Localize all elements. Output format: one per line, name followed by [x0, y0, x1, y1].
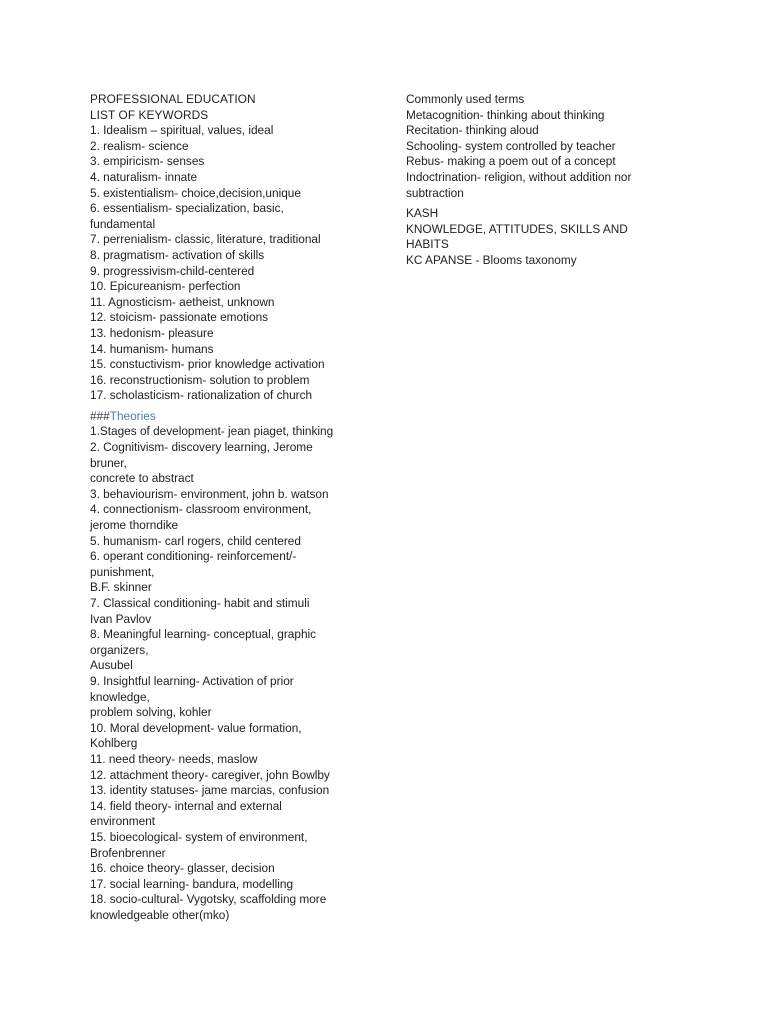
- theory-line: environment: [90, 814, 156, 829]
- theory-line: 5. humanism- carl rogers, child centered: [90, 533, 301, 548]
- term-line: Recitation- thinking aloud: [406, 123, 539, 138]
- theory-line: 14. field theory- internal and external: [90, 798, 282, 813]
- theory-line: 2. Cognitivism- discovery learning, Jerome: [90, 440, 313, 455]
- theory-line: 3. behaviourism- environment, john b. watson: [90, 486, 329, 501]
- theory-line: bruner,: [90, 455, 127, 470]
- theory-line: Ivan Pavlov: [90, 611, 152, 626]
- theory-line: problem solving, kohler: [90, 705, 212, 720]
- theories-heading: [90, 409, 364, 425]
- theory-line: 16. choice theory- glasser, decision: [90, 861, 275, 876]
- keyword-line: 16. reconstructionism- solution to problem: [90, 372, 310, 387]
- term-line: Indoctrination- religion, without addition nor: [406, 169, 632, 184]
- theory-line: knowledge,: [90, 689, 150, 704]
- keyword-line: 7. perrenialism- classic, literature, traditional: [90, 232, 321, 247]
- kash-line: KNOWLEDGE, ATTITUDES, SKILLS AND: [406, 221, 628, 236]
- theory-line: 1.Stages of development- jean piaget, thinking: [90, 424, 334, 439]
- keyword-line: 10. Epicureanism- perfection: [90, 279, 241, 294]
- theory-line: organizers,: [90, 642, 149, 657]
- theory-line: 12. attachment theory- caregiver, john Bowlby: [90, 767, 330, 782]
- keyword-line: 12. stoicism- passionate emotions: [90, 310, 269, 325]
- theories-heading-label: Theories: [109, 408, 156, 423]
- theory-line: 13. identity statuses- jame marcias, confusion: [90, 783, 330, 798]
- theories-prefix: ###: [90, 408, 110, 423]
- theory-line: jerome thorndike: [90, 518, 179, 533]
- theory-line: 6. operant conditioning- reinforcement/-: [90, 549, 297, 564]
- theory-line: Brofenbrenner: [90, 845, 166, 860]
- term-line: subtraction: [406, 185, 464, 200]
- term-line: Metacognition- thinking about thinking: [406, 107, 605, 122]
- left-column: [90, 92, 372, 923]
- document-title: PROFESSIONAL EDUCATION: [90, 92, 256, 106]
- term-line: Rebus- making a poem out of a concept: [406, 154, 616, 169]
- theory-line: 8. Meaningful learning- conceptual, graphic: [90, 627, 317, 642]
- keyword-line: 17. scholasticism- rationalization of church: [90, 388, 313, 403]
- keywords-heading: LIST OF KEYWORDS: [90, 107, 209, 122]
- theory-line: 17. social learning- bandura, modelling: [90, 876, 294, 891]
- keyword-line: 11. Agnosticism- aetheist, unknown: [90, 294, 275, 309]
- terms-list: [406, 92, 681, 201]
- theory-line: 18. socio-cultural- Vygotsky, scaffolding more: [90, 892, 327, 907]
- keyword-line: 6. essentialism- specialization, basic,: [90, 201, 284, 216]
- keyword-line: 5. existentialism- choice,decision,unique: [90, 185, 301, 200]
- term-line: Commonly used terms: [406, 92, 525, 106]
- theory-line: Kohlberg: [90, 736, 138, 751]
- keyword-line: 8. pragmatism- activation of skills: [90, 247, 265, 262]
- keyword-line: 3. empiricism- senses: [90, 154, 205, 169]
- kash-list: [406, 206, 681, 268]
- theory-line: 15. bioecological- system of environment,: [90, 829, 308, 844]
- theory-line: B.F. skinner: [90, 580, 152, 595]
- keyword-line: 15. constuctivism- prior knowledge activation: [90, 357, 325, 372]
- keyword-line: 2. realism- science: [90, 138, 189, 153]
- keyword-line: 14. humanism- humans: [90, 341, 214, 356]
- theory-line: knowledgeable other(mko): [90, 907, 230, 922]
- theory-line: Ausubel: [90, 658, 133, 673]
- kash-line: KC APANSE - Blooms taxonomy: [406, 252, 577, 267]
- theory-line: punishment,: [90, 564, 155, 579]
- keyword-line: 4. naturalism- innate: [90, 169, 198, 184]
- right-column: [406, 92, 681, 269]
- theories-list: [90, 424, 372, 923]
- keyword-line: fundamental: [90, 216, 156, 231]
- keyword-line: 1. Idealism – spiritual, values, ideal: [90, 123, 274, 138]
- keyword-line: 9. progressivism-child-centered: [90, 263, 255, 278]
- theory-line: 9. Insightful learning- Activation of prior: [90, 673, 294, 688]
- theory-line: 4. connectionism- classroom environment,: [90, 502, 312, 517]
- theory-line: 7. Classical conditioning- habit and stimuli: [90, 596, 310, 610]
- keyword-line: 13. hedonism- pleasure: [90, 325, 214, 340]
- theory-line: 11. need theory- needs, maslow: [90, 751, 258, 766]
- kash-line: KASH: [406, 206, 439, 221]
- kash-line: HABITS: [406, 237, 449, 252]
- keywords-list: [90, 123, 372, 404]
- theory-line: 10. Moral development- value formation,: [90, 720, 302, 735]
- term-line: Schooling- system controlled by teacher: [406, 138, 616, 153]
- theory-line: concrete to abstract: [90, 471, 194, 486]
